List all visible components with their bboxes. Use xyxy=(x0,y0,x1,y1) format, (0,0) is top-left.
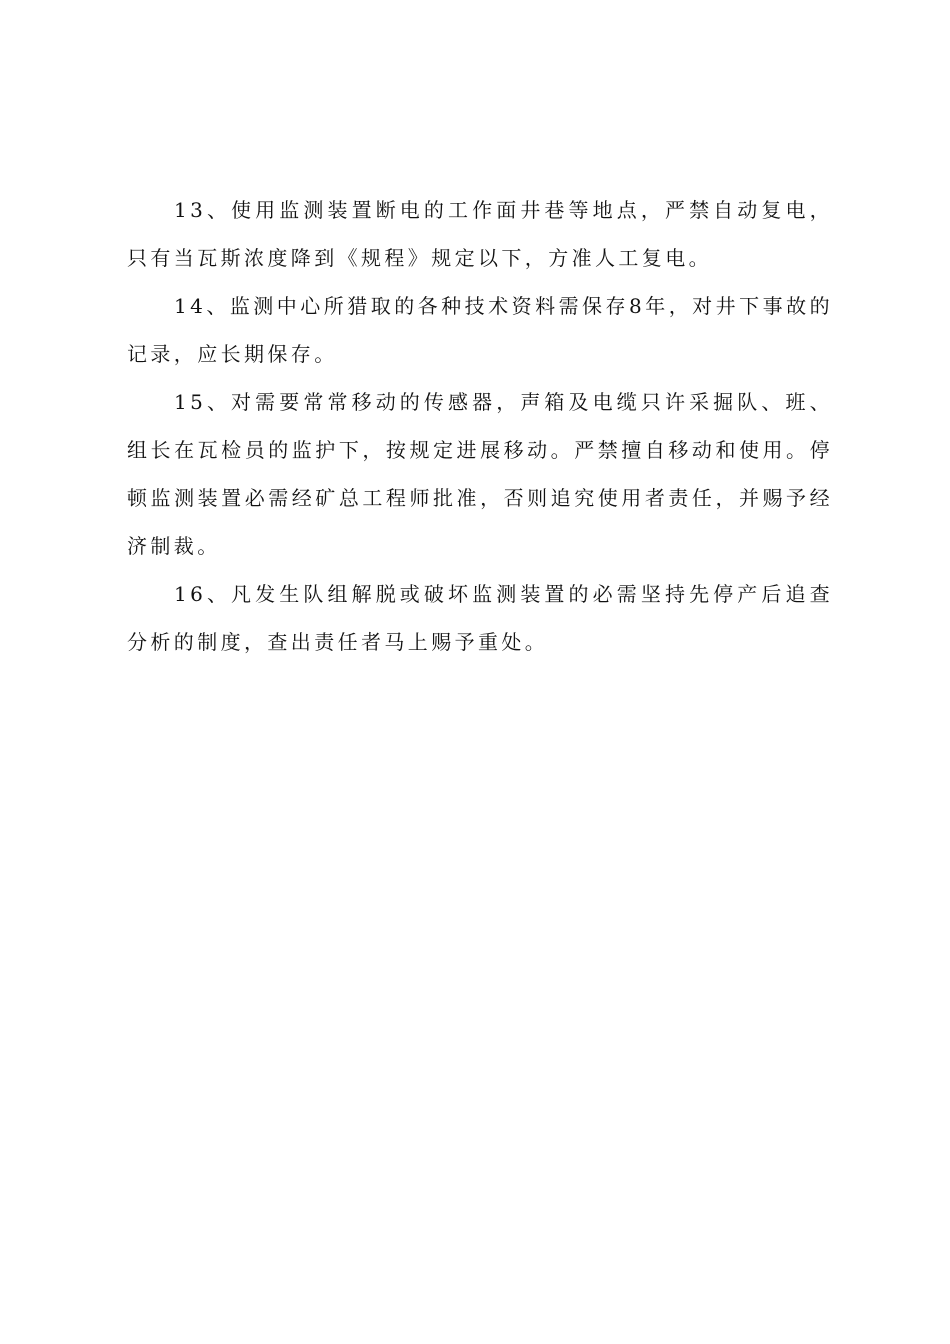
paragraph-15: 15、对需要常常移动的传感器，声箱及电缆只许采掘队、班、组长在瓦检员的监护下，按规定进展移动。严禁擅自移动和使用。停顿监测装置必需经矿总工程师批准，否则追究使用者责任，并赐予经济制裁。 xyxy=(127,390,833,558)
paragraph-13: 13、使用监测装置断电的工作面井巷等地点，严禁自动复电，只有当瓦斯浓度降到《规程》规定以下，方准人工复电。 xyxy=(127,198,833,270)
paragraph-14: 14、监测中心所猎取的各种技术资料需保存8年，对井下事故的记录，应长期保存。 xyxy=(127,294,833,366)
paragraph-16: 16、凡发生队组解脱或破坏监测装置的必需坚持先停产后追查分析的制度，查出责任者马上赐予重处。 xyxy=(127,582,833,654)
document-body xyxy=(127,186,833,666)
